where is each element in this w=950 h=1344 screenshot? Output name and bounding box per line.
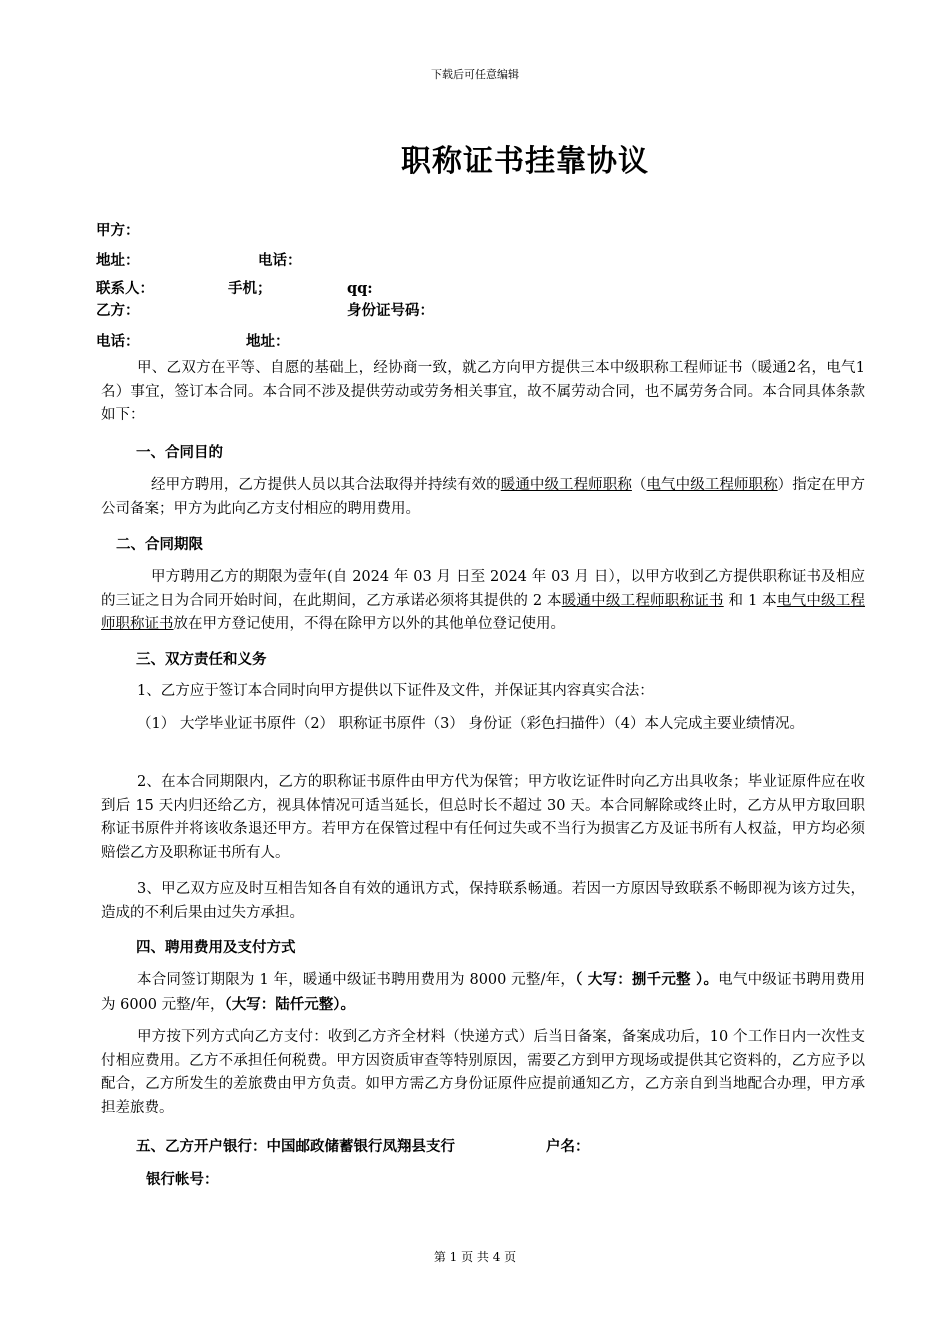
party-b-address-label: 地址： — [246, 333, 290, 350]
section-4-heading: 四、聘用费用及支付方式 — [136, 939, 296, 956]
hvac-fee-uppercase: （ 大写：捌千元整 ）。 — [575, 971, 719, 988]
id-number-label: 身份证号码： — [347, 302, 434, 319]
section-3-item-3: 3、甲乙双方应及时互相告知各自有效的通讯方式，保持联系畅通。若因一方原因导致联系不畅即视为该方过失，造成的不利后果由过失方承担。 — [101, 881, 865, 921]
hvac-certificate-underlined: 暖通中级工程师职称证书 — [561, 592, 724, 609]
page-footer: 第 1 页 共 4 页 — [433, 1250, 517, 1264]
phone-label: 电话： — [258, 252, 302, 269]
intro-paragraph: 甲、乙双方在平等、自愿的基础上，经协商一致，就乙方向甲方提供三本中级职称工程师证书（暖通2名，电气1名）事宜，签订本合同。本合同不涉及提供劳动或劳务相关事宜，故不属劳动合同，也不属劳务合同。本合同具体条款如下： — [101, 360, 865, 423]
account-number-label: 银行帐号： — [146, 1171, 219, 1188]
account-name-label: 户名： — [546, 1138, 590, 1155]
document-title: 职称证书挂靠协议 — [401, 144, 649, 179]
party-b-label: 乙方： — [96, 302, 140, 319]
mobile-label: 手机； — [228, 280, 272, 297]
section-4-paragraph-2: 甲方按下列方式向乙方支付：收到乙方齐全材料（快递方式）后当日备案，备案成功后，10 个工作日内一次性支付相应费用。乙方不承担任何税费。甲方因资质审查等特别原因，需要乙方到甲方现场或提供其它资料的，乙方应予以配合，乙方所发生的差旅费由甲方负责。如甲方需乙方身份证原件应提前通知乙方，乙方亲自到当地配合办理，甲方承担差旅费。 — [101, 1029, 865, 1116]
hvac-title-underlined: 暖通中级工程师职称 — [500, 477, 632, 493]
section-3-item-1: 1、乙方应于签订本合同时向甲方提供以下证件及文件，并保证其内容真实合法： — [137, 683, 654, 699]
party-b-phone-label: 电话： — [96, 333, 140, 350]
section-5-heading: 五、乙方开户银行：中国邮政储蓄银行凤翔县支行 — [136, 1138, 455, 1155]
address-label: 地址： — [96, 252, 140, 269]
electrical-certificate-underlined: 电气中级工程师职称证书 — [101, 592, 866, 632]
section-4-paragraph-1: 本合同签订期限为 1 年，暖通中级证书聘用费用为 8000 元整/年，（ 大写：捌千元整 ）。电气中级证书聘用费用为 6000 元整/年，（大写：陆仟元整）。 — [101, 971, 865, 1013]
section-3-item-2: 2、在本合同期限内，乙方的职称证书原件由甲方代为保管；甲方收讫证件时向乙方出具收条；毕业证原件应在收到后 15 天内归还给乙方，视具体情况可适当延长，但总时长不超过 30 天。本合同解除或终止时，乙方从甲方取回职称证书原件并将该收条退还甲方。若甲方在保管过程中有任何过失或不当行为损害乙方及证书所有人权益，甲方均必须赔偿乙方及职称证书所有人。 — [101, 774, 865, 861]
section-2-heading: 二、合同期限 — [116, 536, 203, 553]
party-a-label: 甲方： — [96, 222, 140, 239]
electrical-fee-uppercase: （大写：陆仟元整）。 — [224, 995, 356, 1013]
section-2-paragraph: 甲方聘用乙方的期限为壹年(自 2024 年 03 月 日至 2024 年 03 月 日），以甲方收到乙方提供职称证书及相应的三证之日为合同开始时间，在此期间，乙方承诺必须将其提供的 2 本暖通中级工程师职称证书 和 1 本电气中级工程师职称证书放在甲方登记使用，不得在除甲方以外的其他单位登记使用。 — [101, 569, 866, 632]
section-3-heading: 三、双方责任和义务 — [136, 651, 267, 668]
section-1-paragraph: 经甲方聘用，乙方提供人员以其合法取得并持续有效的暖通中级工程师职称（电气中级工程师职称）指定在甲方公司备案；甲方为此向乙方支付相应的聘用费用。 — [101, 477, 866, 517]
header-note: 下载后可任意编辑 — [431, 68, 519, 81]
contact-label: 联系人： — [96, 280, 154, 297]
electrical-title-underlined: 电气中级工程师职称 — [646, 477, 778, 493]
section-1-heading: 一、合同目的 — [136, 444, 223, 461]
qq-label: qq: — [347, 280, 373, 297]
section-3-item-1-list: （1） 大学毕业证书原件（2） 职称证书原件（3） 身份证（彩色扫描件）（4）本人完成主要业绩情况。 — [137, 716, 804, 732]
